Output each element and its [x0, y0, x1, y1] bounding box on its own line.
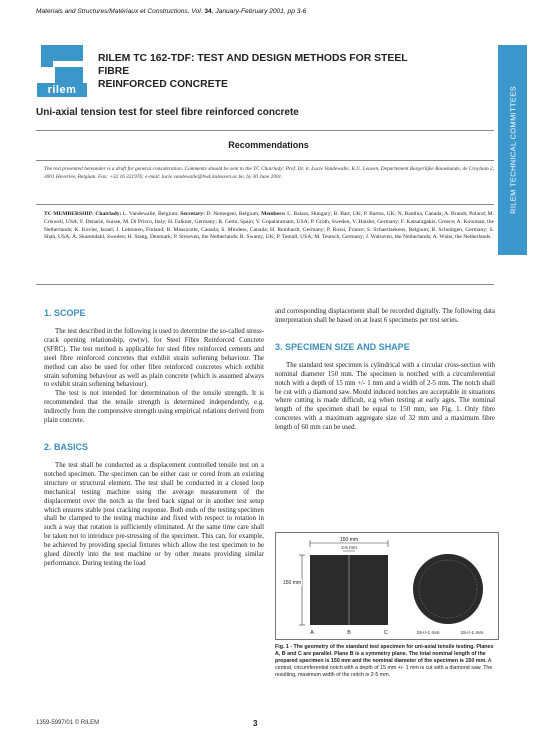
page-number: 3 [253, 719, 258, 728]
journal-header [36, 8, 306, 15]
divider [36, 130, 494, 131]
basics-paragraph-1: The test shall be conducted as a displacement controlled tensile test on a notched specimen. The specimen can be either cast or cored from an existing structure or structural element. The test shall be conducted in a closed loop mechanical testing machine using the average measurement of the displacement over the notch as the feed back signal or in another test setup which ensures stable post cracking response. Both ends of the testing specimen shall be clamped to the testing machine and fixed with respect to rotation in such a way that rotation is sufficiently eliminated. At the same time care shall be taken not to introduce pre-stressing of the specimen. This can, for example, be achieved by providing special fixtures which allow the test specimen to be glued directly into the test machine or by other means providing similar performance. During testing the load [44, 461, 264, 567]
members-label: Members: [261, 211, 286, 217]
basics-heading: 2. BASICS [44, 441, 89, 452]
membership-secretary: D. Nemegeer, Belgium; [204, 211, 262, 217]
journal-name: Materials and Structures/Matériaux et Constructions, Vol. [36, 8, 205, 15]
dim-notch-label: 2-5 mm [341, 545, 357, 550]
specimen-diagram [276, 533, 500, 641]
specimen-heading: 3. SPECIMEN SIZE AND SHAPE [275, 341, 410, 352]
membership-chair: L. Vandewalle, Belgium; [121, 211, 181, 217]
article-title [98, 52, 428, 91]
side-tab [498, 45, 527, 255]
specimen-cross-section [413, 554, 483, 624]
continued-paragraph: and corresponding displacement shall be recorded digitally. The following data interpretation shall be based on at least 6 specimens per test series. [275, 308, 495, 324]
dim-top-label: 150 mm [339, 537, 359, 543]
rilem-logo-word: rilem [37, 83, 87, 97]
tc-membership [44, 211, 494, 242]
draft-note: The text presented hereunder is a draft for general consideration. Comments should be sent to the TC Chairlady: Prof. Dr. ir. Lucie Vandewalle, K.U. Leuven, Departement Burgerlijke Bouwkunde, de Croylaan 2, 3001 Heverlee, Belgium. Fax: +32 16 321976; e-mail: lucie.vandewalle@bwk.kuleuven.ac.be, by 30 June 2001. [44, 166, 494, 180]
specimen-paragraph: The standard test specimen is cylindrical with a circular cross-section with nominal diameter 150 mm. The specimen is notched with a circumferential notch with a depth of 15 mm +/- 1 mm and a width of 2-5 mm. The notch shall be cut with a diamond saw. Mould induced notches are acceptable in situations where cutting is made difficult, e.g when testing at early ages. The nominal length of the specimen shall be equal to 150 mm, see Fig. 1. Only fibre concretes with a maximum aggregate size of 32 mm and a maximum fibre length of 60 mm can be used. [275, 361, 495, 432]
side-tab-label: RILEM TECHNICAL COMMITTEES [508, 86, 517, 214]
secretary-label: Secretary: [180, 211, 205, 217]
rilem-logo-mark [41, 45, 83, 85]
divider [36, 204, 494, 205]
notch-depth-label-2: 15+/-1 mm [460, 631, 484, 636]
title-line-1: RILEM TC 162-TDF: TEST AND DESIGN METHODS FOR STEEL FIBRE [98, 53, 408, 77]
caption-bold: Fig. 1 - The geometry of the standard test specimen for uni-axial tensile testing. Planes A, B and C are parallel. Plane B is a symmetry plane. The total nominal length of the prepared specimen is 150 mm and the nominal diameter of the specimen is 150 mm. [275, 644, 494, 664]
scope-paragraph-1: The test described in the following is used to determine the so-called stress-crack opening relationship, σw(w), for Steel Fibre Reinforced Concrete (SFRC). The test method is applicable for steel fibre reinforced cements and steel fibre reinforced concretes that exhibit strain softening behaviour. The method can also be used for other fibre reinforced concretes which exhibit strain softening behaviour as well as plain concrete (which is assumed always to exhibit strain softening behaviour). [44, 328, 264, 389]
rilem-logo [37, 45, 87, 99]
article-subtitle: Uni-axial tension test for steel fibre reinforced concrete [36, 107, 299, 118]
footer-code: 1359-5997/01 © RILEM [36, 720, 100, 726]
plane-b-label: B [347, 630, 351, 636]
journal-issue: , January-February 2001, pp 3-6 [211, 8, 307, 15]
divider [36, 160, 494, 161]
figure-caption [275, 644, 497, 679]
membership-members: L. Balazs, Hungary; B. Barr, UK; P. Bartos, UK; N. Banthia, Canada; A. Brandt, Poland; M. Criswell, USA; F. Denarié, Suisse, M. Di Prisco, Italy; H. Falkner, Germany; R. Gettu, Spain; V. Gopalaratnam, USA; P. Groth, Sweden, V. Haisler, Germany; F. Katsaragakis, Greece; A. Kooiman, the Netherlands; K. Kovler, Israel; J. Lehtonen, Finland; B. Massicotte, Canada; S. Mindess, Canada; H. Reinhardt, Germany; P. Rossi, France; S. Schaerlaekens, Belgium; B. Schnütgen, Germany; S. Shah, USA; Å. Skarendahl, Sweden; H. Stang, Denmark; P. Stroeven, the Netherlands; R. Swamy, UK; P. Tatnall, USA; M. Teutsch, Germany; J. Walraven, the Netherlands; A. Wubs, the Netherlands. [44, 211, 494, 241]
journal-volume: 34 [204, 8, 212, 15]
notch-depth-label-1: 15+/-1 mm [416, 631, 440, 636]
caption-rest: A central, circumferential notch with a depth of 15 mm +/- 1 mm is cut with a diamond saw. The resulting, maximum width of the notch is 2-5 mm. [275, 657, 493, 678]
dim-left-label: 150 mm [282, 580, 302, 586]
left-column [44, 308, 264, 569]
divider [36, 284, 494, 285]
scope-heading: 1. SCOPE [44, 308, 86, 318]
figure-1 [275, 532, 499, 640]
scope-paragraph-2: The test is not intended for determination of the tensile strength. It is recommended that the tensile strength is determined independently, e.g. indirectly from the compressive strength using empirical relations derived from plain concrete. [44, 390, 264, 425]
plane-a-label: A [310, 630, 314, 636]
right-column [275, 308, 495, 433]
membership-label: TC MEMBERSHIP: Chairlady: [44, 211, 122, 217]
title-line-2: REINFORCED CONCRETE [98, 79, 228, 90]
plane-c-label: C [384, 630, 388, 636]
recommendations-heading: Recommendations [228, 140, 309, 150]
